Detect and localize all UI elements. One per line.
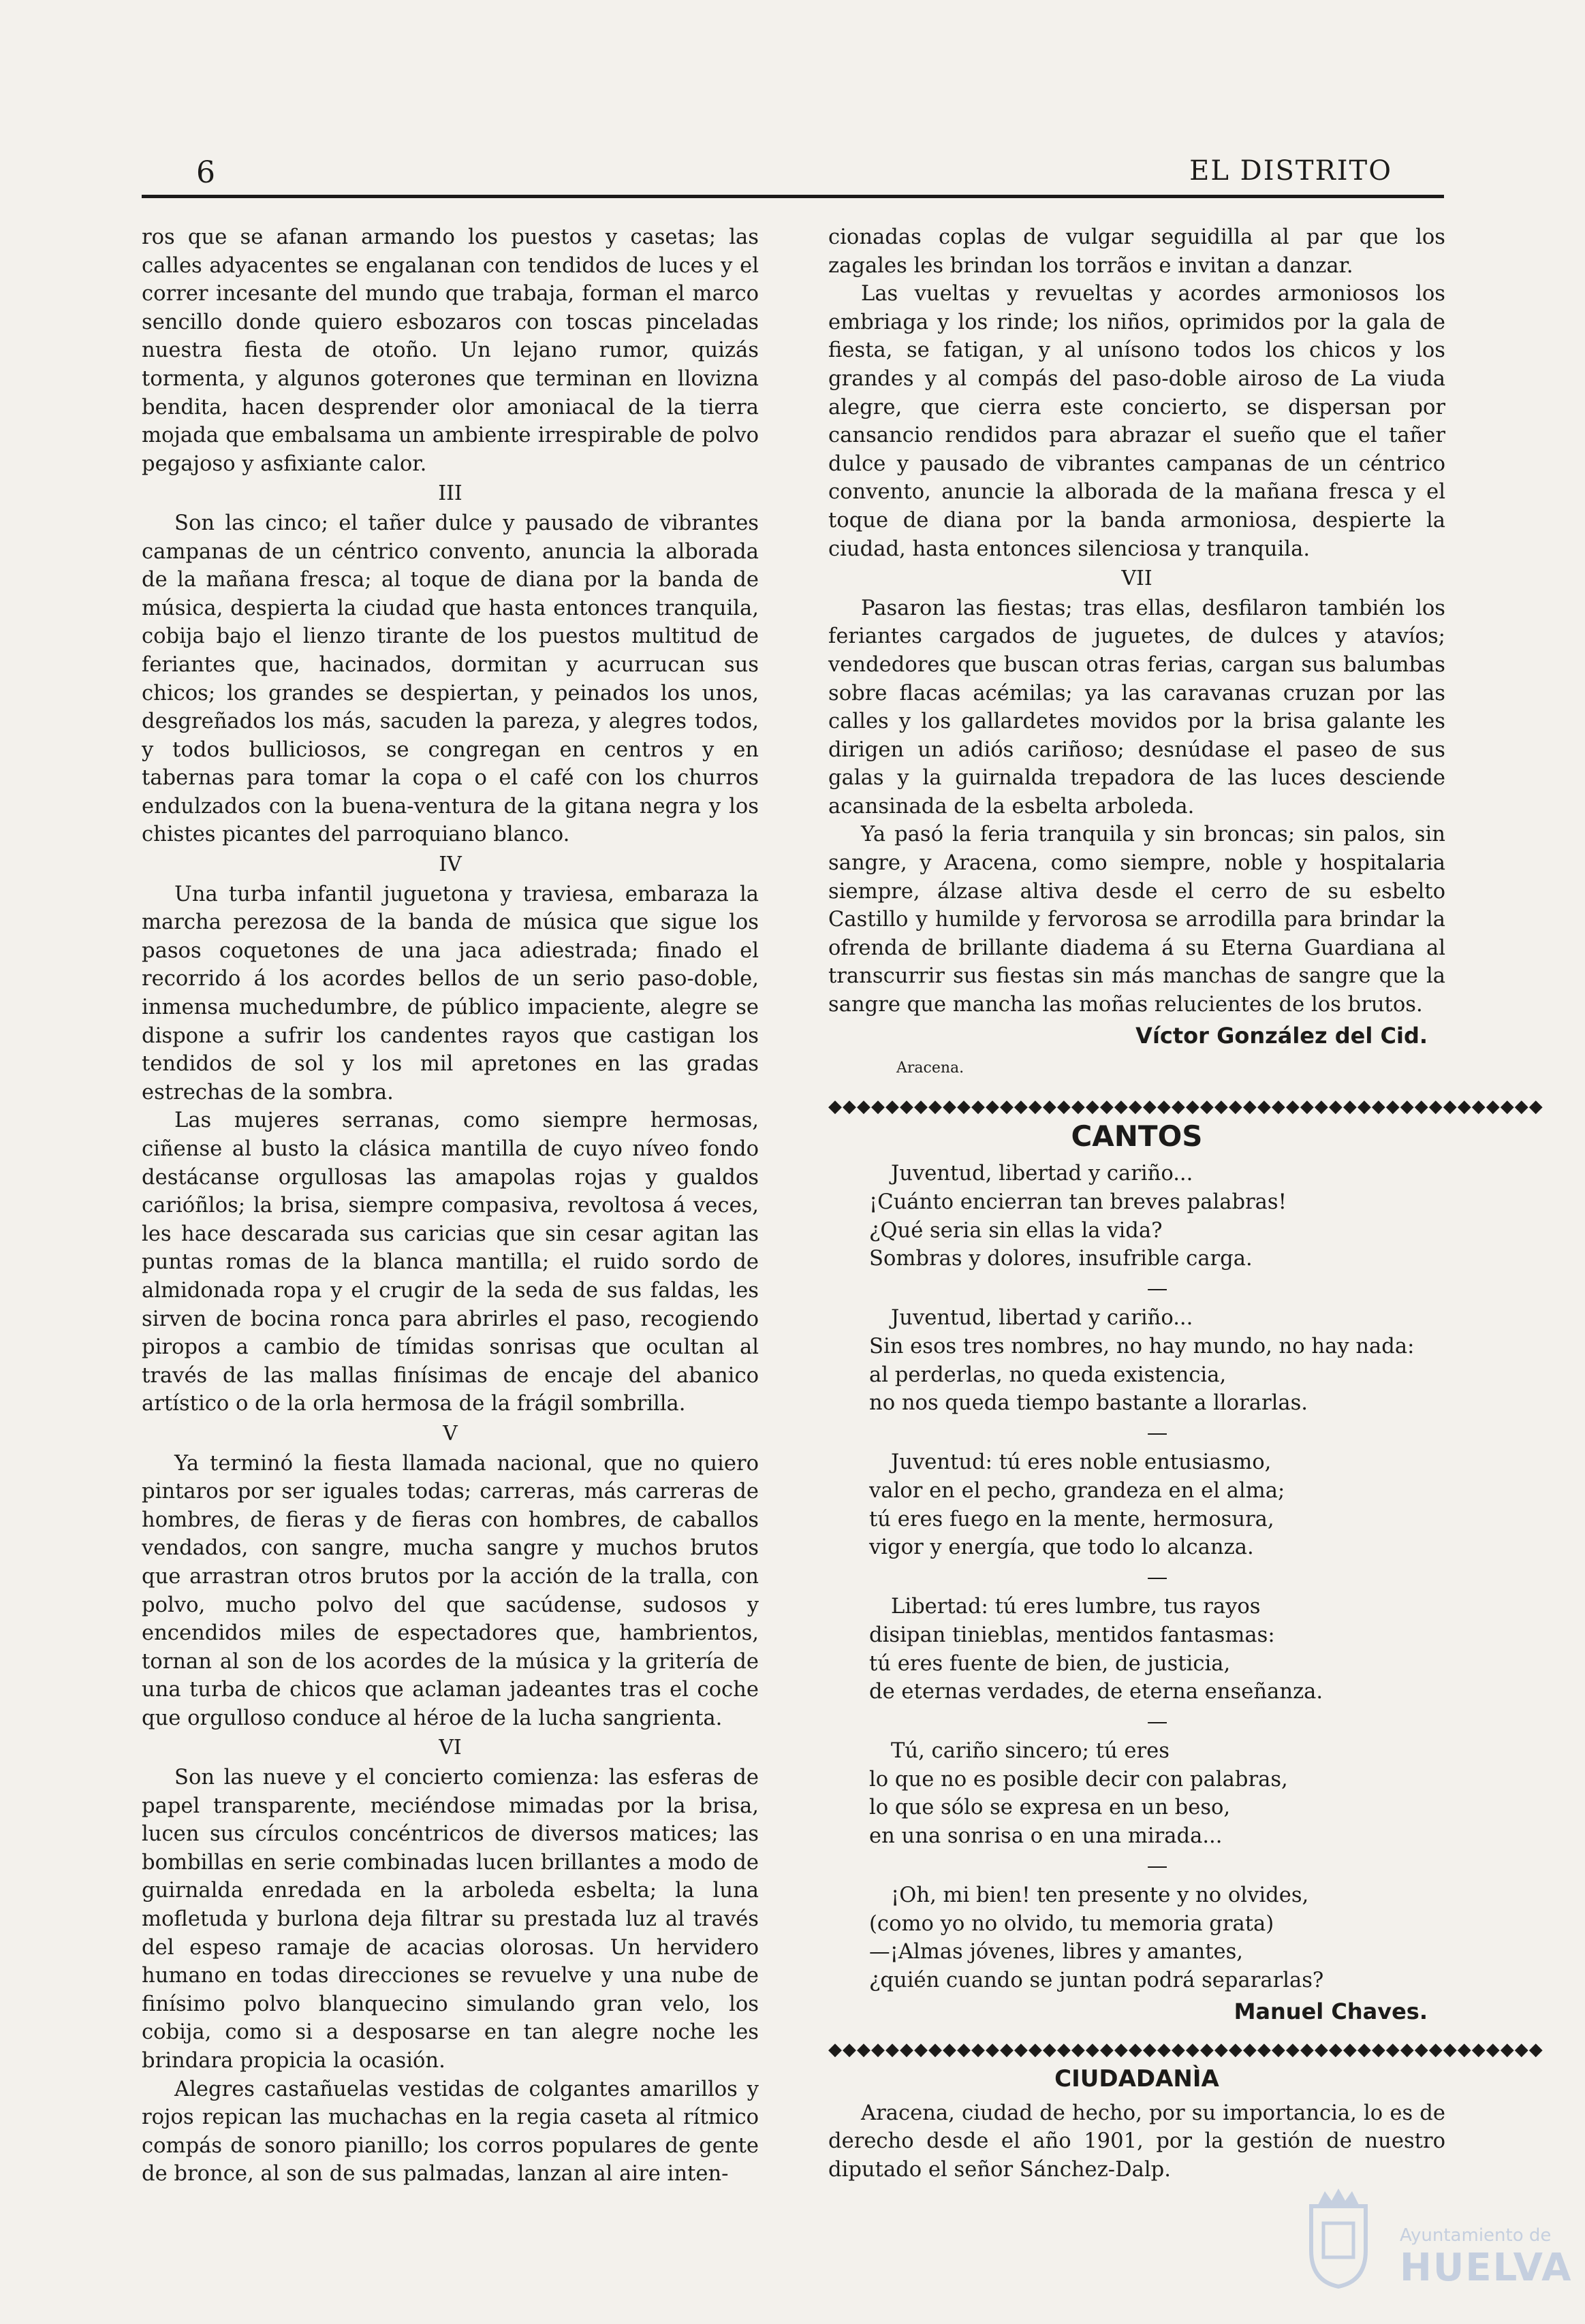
article-paragraph: Las vueltas y revueltas y acordes armoniosos los embriaga y los rinde; los niños, oprimidos por la gala de fiesta, se fatigan, y al unísono todos los chicos y los grandes y al compás del paso-doble airoso de La viuda alegre, que cierra este concierto, se dispersan por cansancio rendidos para abrazar el sueño que el tañer dulce y pausado de vibrantes campanas de un céntrico convento, anuncie la alborada de la mañana fresca y el toque de diana por la banda armoniosa, despierte la ciudad, hasta entonces silenciosa y tranquila. [828, 282, 1445, 561]
poem-line: en una sonrisa o en una mirada... [869, 1824, 1223, 1849]
stanza-separator: — [1146, 1853, 1168, 1878]
right-column [828, 223, 1543, 2184]
ciudadania-text: Aracena, ciudad de hecho, por su importancia, lo es de derecho desde el año 1901, por la gestión de nuestro diputado el señor Sánchez-Dalp. [828, 2101, 1445, 2182]
poem-line: (como yo no olvido, tu memoria grata) [869, 1911, 1274, 1936]
poem-line: ¿quién cuando se juntan podrá separarlas? [869, 1969, 1324, 1993]
article-paragraph: Son las cinco; el tañer dulce y pausado de vibrantes campanas de un céntrico convento, anuncia la alborada de la mañana fresca; al toque de diana por la banda de música, despierta la ciudad que hasta entonces tranquila, cobija bajo el lienzo tirante de los puestos multitud de feriantes que, hacinados, dormitan y acurrucan sus chicos; los grandes se despiertan, y peinados los unos, desgreñados los más, sacuden la pareza, y alegres todos, y todos bulliciosos, se congregan en centros y en tabernas para tomar la copa o el café con los churros endulzados con la buena-ventura de la gitana negra y los chistes picantes del parroquiano blanco. [142, 511, 759, 847]
poem-line: vigor y energía, que todo lo alcanza. [869, 1535, 1254, 1560]
page-header [142, 151, 1444, 198]
poem-line: valor en el pecho, grandeza en el alma; [869, 1478, 1285, 1503]
article-continuation [828, 223, 1445, 1019]
poem-line: Sombras y dolores, insufrible carga. [869, 1247, 1253, 1271]
ornament-divider: ◆◆◆◆◆◆◆◆◆◆◆◆◆◆◆◆◆◆◆◆◆◆◆◆◆◆◆◆◆◆◆◆◆◆◆◆◆◆◆◆◆◆◆◆◆◆◆◆◆◆ [828, 1096, 1543, 1117]
poem-line: Libertad: tú eres lumbre, tus rayos [891, 1595, 1261, 1619]
poem-line: ¿Qué seria sin ellas la vida? [869, 1218, 1163, 1243]
poem-line: tú eres fuente de bien, de justicia, [869, 1651, 1231, 1676]
coat-of-arms-icon [1298, 2186, 1379, 2288]
poem-line: Juventud, libertad y cariño... [891, 1306, 1193, 1331]
cantos-title: CANTOS [1071, 1119, 1203, 1153]
article-paragraph: Una turba infantil juguetona y traviesa, embaraza la marcha perezosa de la banda de música que sigue los pasos coquetones de una jaca adiestrada; finado el recorrido á los acordes bellos de un serio paso-doble, inmensa muchedumbre, de público impaciente, alegre se dispone a sufrir los candentes rayos que castigan los tendidos de sol y los mil apretones en las gradas estrechas de la sombra. [142, 882, 759, 1104]
poem-line: lo que sólo se expresa en un beso, [869, 1796, 1231, 1820]
poem-stanza [869, 1304, 1445, 1417]
poem-stanza [869, 1593, 1445, 1706]
watermark-small-text: Ayuntamiento de [1400, 2225, 1552, 2246]
poem-line: —¡Almas jóvenes, libres y amantes, [869, 1940, 1244, 1964]
article-signature: Víctor González del Cid. [1135, 1022, 1428, 1049]
stanza-separator: — [1146, 1276, 1168, 1301]
stanza-separator: — [1146, 1565, 1168, 1589]
article-paragraph: Pasaron las fiestas; tras ellas, desfilaron también los feriantes cargados de juguetes, de dulces y atavíos; vendedores que buscan otras ferias, cargan sus balumbas sobre flacas acémilas; ya las caravanas cruzan por las calles y los gallardetes movidos por la brisa galante les dirigen un adiós cariñoso; desnúdase el paseo de sus galas y la guirnalda trepadora de las luces desciende acansinada de la esbelta arboleda. [828, 596, 1445, 818]
poem-line: disipan tinieblas, mentidos fantasmas: [869, 1623, 1275, 1647]
poem-line: Tú, cariño sincero; tú eres [891, 1739, 1170, 1764]
left-column [142, 223, 759, 2188]
poem-line: Juventud, libertad y cariño... [891, 1162, 1193, 1186]
poem-line: al perderlas, no queda existencia, [869, 1363, 1227, 1387]
article-paragraph: Ya terminó la fiesta llamada nacional, que no quiero pintaros por ser iguales todas; carreras, más carreras de hombres, de fieras y de fieras con hombres, de caballos vendados, con sangre, mucha sangre y muchos brutos que arrastran otros brutos por la acción de la tralla, con polvo, mucho polvo del que sacúdense, sudosos y encendidos miles de espectadores que, hambrientos, tornan al son de los acordes de la música y la gritería de una turba de chicos que aclaman jadeantes tras el coche que orgulloso conduce al héroe de la lucha sangrienta. [142, 1451, 759, 1730]
stanza-separator: — [1146, 1709, 1168, 1734]
article-place: Aracena. [896, 1060, 964, 1077]
section-number: V [443, 1421, 458, 1446]
poem-line: Juventud: tú eres noble entusiasmo, [891, 1450, 1272, 1475]
article-paragraph: Ya pasó la feria tranquila y sin broncas; sin palos, sin sangre, y Aracena, como siempre, noble y hospitalaria siempre, álzase altiva desde el cerro de su esbelto Castillo y humilde y fervorosa se arrodilla para brindar la ofrenda de brillante diadema á su Eterna Guardiana al transcurrir sus fiestas sin más manchas de sangre que la sangre que mancha las moñas relucientes de los brutos. [828, 823, 1445, 1017]
section-number: III [438, 481, 462, 506]
article-paragraph: ros que se afanan armando los puestos y casetas; las calles adyacentes se engalanan con tendidos de luces y el correr incesante del mundo que trabaja, forman el marco sencillo donde quiero esbozaros con toscas pinceladas nuestra fiesta de otoño. Un lejano rumor, quizás tormenta, y algunos goterones que terminan en llovizna bendita, hacen desprender olor amoniacal de la tierra mojada que embalsama un ambiente irrespirable de polvo pegajoso y asfixiante calor. [142, 225, 759, 476]
poem-line: ¡Oh, mi bien! ten presente y no olvides, [891, 1883, 1309, 1908]
watermark [1298, 2172, 1573, 2302]
page-number: 6 [196, 155, 215, 190]
ornament-divider-2: ◆◆◆◆◆◆◆◆◆◆◆◆◆◆◆◆◆◆◆◆◆◆◆◆◆◆◆◆◆◆◆◆◆◆◆◆◆◆◆◆◆◆◆◆◆◆◆◆◆◆ [828, 2039, 1543, 2060]
section-number: VII [1121, 567, 1152, 591]
poem-line: no nos queda tiempo bastante a llorarlas. [869, 1391, 1308, 1416]
poem-stanza [869, 1160, 1445, 1273]
article-paragraph: cionadas coplas de vulgar seguidilla al par que los zagales les brindan los torrãos e invitan a danzar. [828, 225, 1445, 278]
ciudadania-title: CIUDADANÌA [1054, 2065, 1219, 2093]
section-number: VI [439, 1736, 462, 1760]
section-number: IV [439, 853, 462, 877]
publication-title: EL DISTRITO [1189, 155, 1392, 187]
stanza-separator: — [1146, 1420, 1168, 1445]
poem-line: lo que no es posible decir con palabras, [869, 1767, 1288, 1792]
article-paragraph: Son las nueve y el concierto comienza: las esferas de papel transparente, meciéndose mimadas por la brisa, lucen sus círculos concéntricos de diversos matices; las bombillas en serie combinadas lucen brillantes a modo de guirnalda enredada en la arboleda esbelta; la luna mofletuda y burlona deja filtrar su prestada luz al través del espeso ramaje de acacias olorosas. Un hervidero humano en todas direcciones se revuelve y una nube de finísimo polvo blanquecino simulando gran velo, los cobija, como si a desposarse en tan alegre noche les brindara propicia la ocasión. [142, 1766, 759, 2073]
cantos-poem [869, 1160, 1445, 1994]
poem-line: ¡Cuánto encierran tan breves palabras! [869, 1190, 1287, 1214]
poem-line: de eternas verdades, de eterna enseñanza. [869, 1680, 1323, 1704]
watermark-big-text: HUELVA [1400, 2246, 1573, 2290]
poem-line: tú eres fuego en la mente, hermosura, [869, 1507, 1274, 1531]
poem-signature: Manuel Chaves. [1234, 1998, 1428, 2024]
poem-line: Sin esos tres nombres, no hay mundo, no hay nada: [869, 1334, 1415, 1358]
poem-stanza [869, 1881, 1445, 1994]
poem-stanza [869, 1448, 1445, 1561]
article-paragraph: Alegres castañuelas vestidas de colgantes amarillos y rojos repican las muchachas en la regia caseta al rítmico compás de sonoro pianillo; los corros populares de gente de bronce, al son de sus palmadas, lanzan al aire inten- [142, 2077, 759, 2186]
poem-stanza [869, 1737, 1445, 1850]
article-paragraph: Las mujeres serranas, como siempre hermosas, ciñense al busto la clásica mantilla de cuyo níveo fondo destácanse orgullosas las amapolas rojas y gualdos carióñlos; la brisa, siempre compasiva, revoltosa á veces, les hace descarada sus caricias que sin cesar agitan las puntas romas de la blanca mantilla; el ruido sordo de almidonada ropa y el crugir de la seda de sus faldas, les sirven de bocina ronca para abrirles el paso, recogiendo piropos a cambio de tímidas sonrisas que ocultan al través de las mallas finísimas de encaje del abanico artístico o de la orla hermosa de la frágil sombrilla. [142, 1109, 759, 1416]
